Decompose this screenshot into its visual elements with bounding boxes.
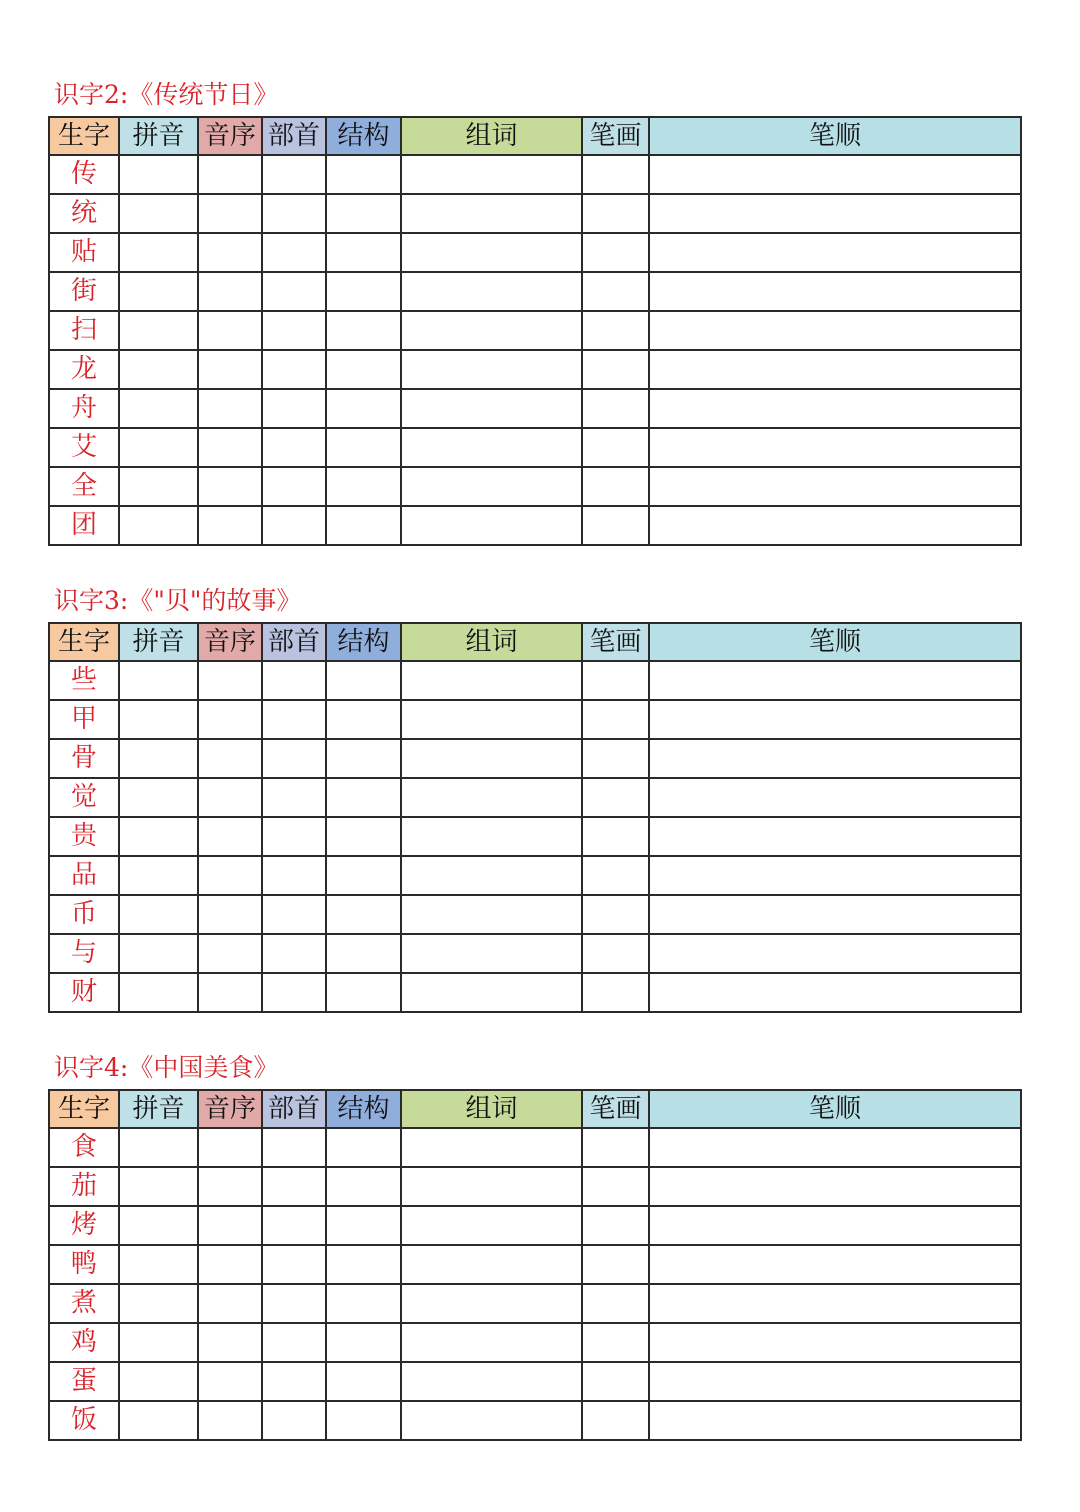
- table-row: [49, 856, 1021, 895]
- worksheet-table: [48, 622, 1022, 1013]
- table-row: [49, 1284, 1021, 1323]
- structure-cell[interactable]: [326, 895, 401, 934]
- pinyin-cell[interactable]: [119, 311, 198, 350]
- header-radical: 部首: [262, 117, 326, 155]
- words-cell[interactable]: [401, 1128, 582, 1167]
- order-cell[interactable]: [198, 661, 262, 700]
- pinyin-cell[interactable]: [119, 1167, 198, 1206]
- order-cell[interactable]: [198, 1362, 262, 1401]
- structure-cell[interactable]: [326, 817, 401, 856]
- header-row: [49, 623, 1021, 661]
- structure-cell[interactable]: [326, 778, 401, 817]
- words-cell[interactable]: [401, 1245, 582, 1284]
- table-row: [49, 428, 1021, 467]
- radical-cell[interactable]: [262, 1206, 326, 1245]
- table-row: [49, 1206, 1021, 1245]
- order-cell[interactable]: [198, 817, 262, 856]
- stroke-order-cell[interactable]: [649, 661, 1021, 700]
- stroke-order-cell[interactable]: [649, 155, 1021, 194]
- radical-cell[interactable]: [262, 311, 326, 350]
- radical-cell[interactable]: [262, 1167, 326, 1206]
- section-title: 识字3:《"贝"的故事》: [54, 586, 302, 615]
- header-order: 音序: [198, 1090, 262, 1128]
- strokes-cell[interactable]: [582, 973, 649, 1012]
- char-cell: 蛋: [49, 1362, 119, 1401]
- structure-cell[interactable]: [326, 1401, 401, 1440]
- char-cell: 贵: [49, 817, 119, 856]
- strokes-cell[interactable]: [582, 272, 649, 311]
- pinyin-cell[interactable]: [119, 856, 198, 895]
- header-words: 组词: [401, 623, 582, 661]
- strokes-cell[interactable]: [582, 1206, 649, 1245]
- pinyin-cell[interactable]: [119, 700, 198, 739]
- header-pinyin: 拼音: [119, 117, 198, 155]
- stroke-order-cell[interactable]: [649, 233, 1021, 272]
- pinyin-cell[interactable]: [119, 778, 198, 817]
- stroke-order-cell[interactable]: [649, 856, 1021, 895]
- radical-cell[interactable]: [262, 272, 326, 311]
- table-row: [49, 700, 1021, 739]
- order-cell[interactable]: [198, 233, 262, 272]
- table-row: [49, 155, 1021, 194]
- words-cell[interactable]: [401, 895, 582, 934]
- stroke-order-cell[interactable]: [649, 817, 1021, 856]
- radical-cell[interactable]: [262, 895, 326, 934]
- stroke-order-cell[interactable]: [649, 428, 1021, 467]
- char-cell: 贴: [49, 233, 119, 272]
- header-stroke-order: 笔顺: [649, 623, 1021, 661]
- table-row: [49, 467, 1021, 506]
- table-row: [49, 817, 1021, 856]
- strokes-cell[interactable]: [582, 856, 649, 895]
- words-cell[interactable]: [401, 428, 582, 467]
- pinyin-cell[interactable]: [119, 1128, 198, 1167]
- strokes-cell[interactable]: [582, 1128, 649, 1167]
- char-cell: 烤: [49, 1206, 119, 1245]
- radical-cell[interactable]: [262, 700, 326, 739]
- char-cell: 币: [49, 895, 119, 934]
- words-cell[interactable]: [401, 233, 582, 272]
- order-cell[interactable]: [198, 1206, 262, 1245]
- structure-cell[interactable]: [326, 194, 401, 233]
- table-row: [49, 1128, 1021, 1167]
- stroke-order-cell[interactable]: [649, 973, 1021, 1012]
- pinyin-cell[interactable]: [119, 155, 198, 194]
- table-row: [49, 778, 1021, 817]
- pinyin-cell[interactable]: [119, 934, 198, 973]
- char-cell: 煮: [49, 1284, 119, 1323]
- table-row: [49, 1362, 1021, 1401]
- words-cell[interactable]: [401, 350, 582, 389]
- radical-cell[interactable]: [262, 428, 326, 467]
- stroke-order-cell[interactable]: [649, 272, 1021, 311]
- strokes-cell[interactable]: [582, 1284, 649, 1323]
- order-cell[interactable]: [198, 778, 262, 817]
- structure-cell[interactable]: [326, 272, 401, 311]
- words-cell[interactable]: [401, 194, 582, 233]
- header-char: 生字: [49, 117, 119, 155]
- char-cell: 骨: [49, 739, 119, 778]
- pinyin-cell[interactable]: [119, 1206, 198, 1245]
- strokes-cell[interactable]: [582, 1401, 649, 1440]
- order-cell[interactable]: [198, 467, 262, 506]
- words-cell[interactable]: [401, 778, 582, 817]
- pinyin-cell[interactable]: [119, 973, 198, 1012]
- order-cell[interactable]: [198, 739, 262, 778]
- strokes-cell[interactable]: [582, 311, 649, 350]
- stroke-order-cell[interactable]: [649, 194, 1021, 233]
- header-words: 组词: [401, 1090, 582, 1128]
- pinyin-cell[interactable]: [119, 895, 198, 934]
- table-row: [49, 350, 1021, 389]
- char-cell: 觉: [49, 778, 119, 817]
- radical-cell[interactable]: [262, 817, 326, 856]
- table-row: [49, 1167, 1021, 1206]
- header-char: 生字: [49, 1090, 119, 1128]
- char-cell: 扫: [49, 311, 119, 350]
- char-cell: 鸭: [49, 1245, 119, 1284]
- pinyin-cell[interactable]: [119, 467, 198, 506]
- char-cell: 团: [49, 506, 119, 545]
- strokes-cell[interactable]: [582, 389, 649, 428]
- stroke-order-cell[interactable]: [649, 1362, 1021, 1401]
- char-cell: 全: [49, 467, 119, 506]
- pinyin-cell[interactable]: [119, 233, 198, 272]
- table-row: [49, 661, 1021, 700]
- words-cell[interactable]: [401, 1323, 582, 1362]
- structure-cell[interactable]: [326, 856, 401, 895]
- header-order: 音序: [198, 117, 262, 155]
- order-cell[interactable]: [198, 311, 262, 350]
- strokes-cell[interactable]: [582, 778, 649, 817]
- stroke-order-cell[interactable]: [649, 350, 1021, 389]
- words-cell[interactable]: [401, 934, 582, 973]
- words-cell[interactable]: [401, 1206, 582, 1245]
- pinyin-cell[interactable]: [119, 817, 198, 856]
- words-cell[interactable]: [401, 311, 582, 350]
- order-cell[interactable]: [198, 506, 262, 545]
- radical-cell[interactable]: [262, 739, 326, 778]
- char-cell: 甲: [49, 700, 119, 739]
- stroke-order-cell[interactable]: [649, 934, 1021, 973]
- stroke-order-cell[interactable]: [649, 1284, 1021, 1323]
- header-structure: 结构: [326, 1090, 401, 1128]
- structure-cell[interactable]: [326, 973, 401, 1012]
- table-row: [49, 311, 1021, 350]
- stroke-order-cell[interactable]: [649, 739, 1021, 778]
- pinyin-cell[interactable]: [119, 1401, 198, 1440]
- stroke-order-cell[interactable]: [649, 467, 1021, 506]
- words-cell[interactable]: [401, 739, 582, 778]
- char-cell: 茄: [49, 1167, 119, 1206]
- order-cell[interactable]: [198, 1401, 262, 1440]
- table-row: [49, 739, 1021, 778]
- table-row: [49, 506, 1021, 545]
- words-cell[interactable]: [401, 467, 582, 506]
- radical-cell[interactable]: [262, 155, 326, 194]
- pinyin-cell[interactable]: [119, 1245, 198, 1284]
- structure-cell[interactable]: [326, 700, 401, 739]
- pinyin-cell[interactable]: [119, 428, 198, 467]
- order-cell[interactable]: [198, 1128, 262, 1167]
- words-cell[interactable]: [401, 272, 582, 311]
- header-char: 生字: [49, 623, 119, 661]
- radical-cell[interactable]: [262, 350, 326, 389]
- char-cell: 艾: [49, 428, 119, 467]
- structure-cell[interactable]: [326, 311, 401, 350]
- structure-cell[interactable]: [326, 739, 401, 778]
- char-cell: 些: [49, 661, 119, 700]
- header-strokes: 笔画: [582, 117, 649, 155]
- stroke-order-cell[interactable]: [649, 1245, 1021, 1284]
- header-words: 组词: [401, 117, 582, 155]
- order-cell[interactable]: [198, 856, 262, 895]
- words-cell[interactable]: [401, 700, 582, 739]
- radical-cell[interactable]: [262, 1128, 326, 1167]
- order-cell[interactable]: [198, 155, 262, 194]
- radical-cell[interactable]: [262, 934, 326, 973]
- pinyin-cell[interactable]: [119, 1362, 198, 1401]
- strokes-cell[interactable]: [582, 1167, 649, 1206]
- char-cell: 财: [49, 973, 119, 1012]
- radical-cell[interactable]: [262, 233, 326, 272]
- order-cell[interactable]: [198, 1245, 262, 1284]
- structure-cell[interactable]: [326, 1128, 401, 1167]
- order-cell[interactable]: [198, 1323, 262, 1362]
- strokes-cell[interactable]: [582, 467, 649, 506]
- radical-cell[interactable]: [262, 1362, 326, 1401]
- pinyin-cell[interactable]: [119, 389, 198, 428]
- char-cell: 食: [49, 1128, 119, 1167]
- strokes-cell[interactable]: [582, 233, 649, 272]
- table-row: [49, 934, 1021, 973]
- pinyin-cell[interactable]: [119, 1323, 198, 1362]
- structure-cell[interactable]: [326, 506, 401, 545]
- header-stroke-order: 笔顺: [649, 117, 1021, 155]
- strokes-cell[interactable]: [582, 661, 649, 700]
- strokes-cell[interactable]: [582, 739, 649, 778]
- char-cell: 与: [49, 934, 119, 973]
- order-cell[interactable]: [198, 194, 262, 233]
- strokes-cell[interactable]: [582, 506, 649, 545]
- structure-cell[interactable]: [326, 661, 401, 700]
- order-cell[interactable]: [198, 428, 262, 467]
- words-cell[interactable]: [401, 1401, 582, 1440]
- radical-cell[interactable]: [262, 1323, 326, 1362]
- worksheet-table: [48, 1089, 1022, 1441]
- stroke-order-cell[interactable]: [649, 778, 1021, 817]
- table-row: [49, 1245, 1021, 1284]
- words-cell[interactable]: [401, 389, 582, 428]
- table-row: [49, 233, 1021, 272]
- structure-cell[interactable]: [326, 1167, 401, 1206]
- structure-cell[interactable]: [326, 1323, 401, 1362]
- stroke-order-cell[interactable]: [649, 1167, 1021, 1206]
- strokes-cell[interactable]: [582, 194, 649, 233]
- char-cell: 龙: [49, 350, 119, 389]
- words-cell[interactable]: [401, 506, 582, 545]
- stroke-order-cell[interactable]: [649, 389, 1021, 428]
- words-cell[interactable]: [401, 1167, 582, 1206]
- strokes-cell[interactable]: [582, 155, 649, 194]
- stroke-order-cell[interactable]: [649, 1323, 1021, 1362]
- words-cell[interactable]: [401, 1362, 582, 1401]
- header-structure: 结构: [326, 623, 401, 661]
- words-cell[interactable]: [401, 1284, 582, 1323]
- stroke-order-cell[interactable]: [649, 1206, 1021, 1245]
- header-radical: 部首: [262, 623, 326, 661]
- header-row: [49, 117, 1021, 155]
- strokes-cell[interactable]: [582, 700, 649, 739]
- strokes-cell[interactable]: [582, 895, 649, 934]
- stroke-order-cell[interactable]: [649, 1128, 1021, 1167]
- structure-cell[interactable]: [326, 1245, 401, 1284]
- table-row: [49, 895, 1021, 934]
- structure-cell[interactable]: [326, 350, 401, 389]
- strokes-cell[interactable]: [582, 1245, 649, 1284]
- header-structure: 结构: [326, 117, 401, 155]
- words-cell[interactable]: [401, 661, 582, 700]
- pinyin-cell[interactable]: [119, 350, 198, 389]
- radical-cell[interactable]: [262, 1284, 326, 1323]
- table-row: [49, 1401, 1021, 1440]
- header-strokes: 笔画: [582, 1090, 649, 1128]
- order-cell[interactable]: [198, 700, 262, 739]
- header-pinyin: 拼音: [119, 1090, 198, 1128]
- stroke-order-cell[interactable]: [649, 506, 1021, 545]
- radical-cell[interactable]: [262, 1401, 326, 1440]
- char-cell: 舟: [49, 389, 119, 428]
- pinyin-cell[interactable]: [119, 506, 198, 545]
- pinyin-cell[interactable]: [119, 272, 198, 311]
- table-row: [49, 389, 1021, 428]
- stroke-order-cell[interactable]: [649, 311, 1021, 350]
- structure-cell[interactable]: [326, 1206, 401, 1245]
- stroke-order-cell[interactable]: [649, 895, 1021, 934]
- header-radical: 部首: [262, 1090, 326, 1128]
- pinyin-cell[interactable]: [119, 739, 198, 778]
- char-cell: 街: [49, 272, 119, 311]
- header-pinyin: 拼音: [119, 623, 198, 661]
- order-cell[interactable]: [198, 934, 262, 973]
- order-cell[interactable]: [198, 895, 262, 934]
- structure-cell[interactable]: [326, 467, 401, 506]
- structure-cell[interactable]: [326, 934, 401, 973]
- radical-cell[interactable]: [262, 467, 326, 506]
- radical-cell[interactable]: [262, 973, 326, 1012]
- pinyin-cell[interactable]: [119, 661, 198, 700]
- header-stroke-order: 笔顺: [649, 1090, 1021, 1128]
- radical-cell[interactable]: [262, 856, 326, 895]
- worksheet-table: [48, 116, 1022, 546]
- header-strokes: 笔画: [582, 623, 649, 661]
- header-order: 音序: [198, 623, 262, 661]
- words-cell[interactable]: [401, 973, 582, 1012]
- char-cell: 统: [49, 194, 119, 233]
- section-title: 识字2:《传统节日》: [54, 80, 279, 109]
- table-row: [49, 272, 1021, 311]
- char-cell: 鸡: [49, 1323, 119, 1362]
- radical-cell[interactable]: [262, 194, 326, 233]
- section-title: 识字4:《中国美食》: [54, 1053, 279, 1082]
- char-cell: 传: [49, 155, 119, 194]
- structure-cell[interactable]: [326, 428, 401, 467]
- radical-cell[interactable]: [262, 389, 326, 428]
- radical-cell[interactable]: [262, 506, 326, 545]
- structure-cell[interactable]: [326, 233, 401, 272]
- order-cell[interactable]: [198, 1167, 262, 1206]
- strokes-cell[interactable]: [582, 934, 649, 973]
- strokes-cell[interactable]: [582, 1362, 649, 1401]
- order-cell[interactable]: [198, 973, 262, 1012]
- header-row: [49, 1090, 1021, 1128]
- radical-cell[interactable]: [262, 778, 326, 817]
- table-row: [49, 1323, 1021, 1362]
- structure-cell[interactable]: [326, 389, 401, 428]
- strokes-cell[interactable]: [582, 428, 649, 467]
- table-row: [49, 194, 1021, 233]
- order-cell[interactable]: [198, 272, 262, 311]
- radical-cell[interactable]: [262, 1245, 326, 1284]
- stroke-order-cell[interactable]: [649, 700, 1021, 739]
- pinyin-cell[interactable]: [119, 1284, 198, 1323]
- words-cell[interactable]: [401, 856, 582, 895]
- strokes-cell[interactable]: [582, 817, 649, 856]
- structure-cell[interactable]: [326, 1284, 401, 1323]
- strokes-cell[interactable]: [582, 1323, 649, 1362]
- words-cell[interactable]: [401, 155, 582, 194]
- char-cell: 饭: [49, 1401, 119, 1440]
- char-cell: 品: [49, 856, 119, 895]
- pinyin-cell[interactable]: [119, 194, 198, 233]
- strokes-cell[interactable]: [582, 350, 649, 389]
- words-cell[interactable]: [401, 817, 582, 856]
- order-cell[interactable]: [198, 1284, 262, 1323]
- structure-cell[interactable]: [326, 155, 401, 194]
- radical-cell[interactable]: [262, 661, 326, 700]
- order-cell[interactable]: [198, 350, 262, 389]
- stroke-order-cell[interactable]: [649, 1401, 1021, 1440]
- table-row: [49, 973, 1021, 1012]
- order-cell[interactable]: [198, 389, 262, 428]
- structure-cell[interactable]: [326, 1362, 401, 1401]
